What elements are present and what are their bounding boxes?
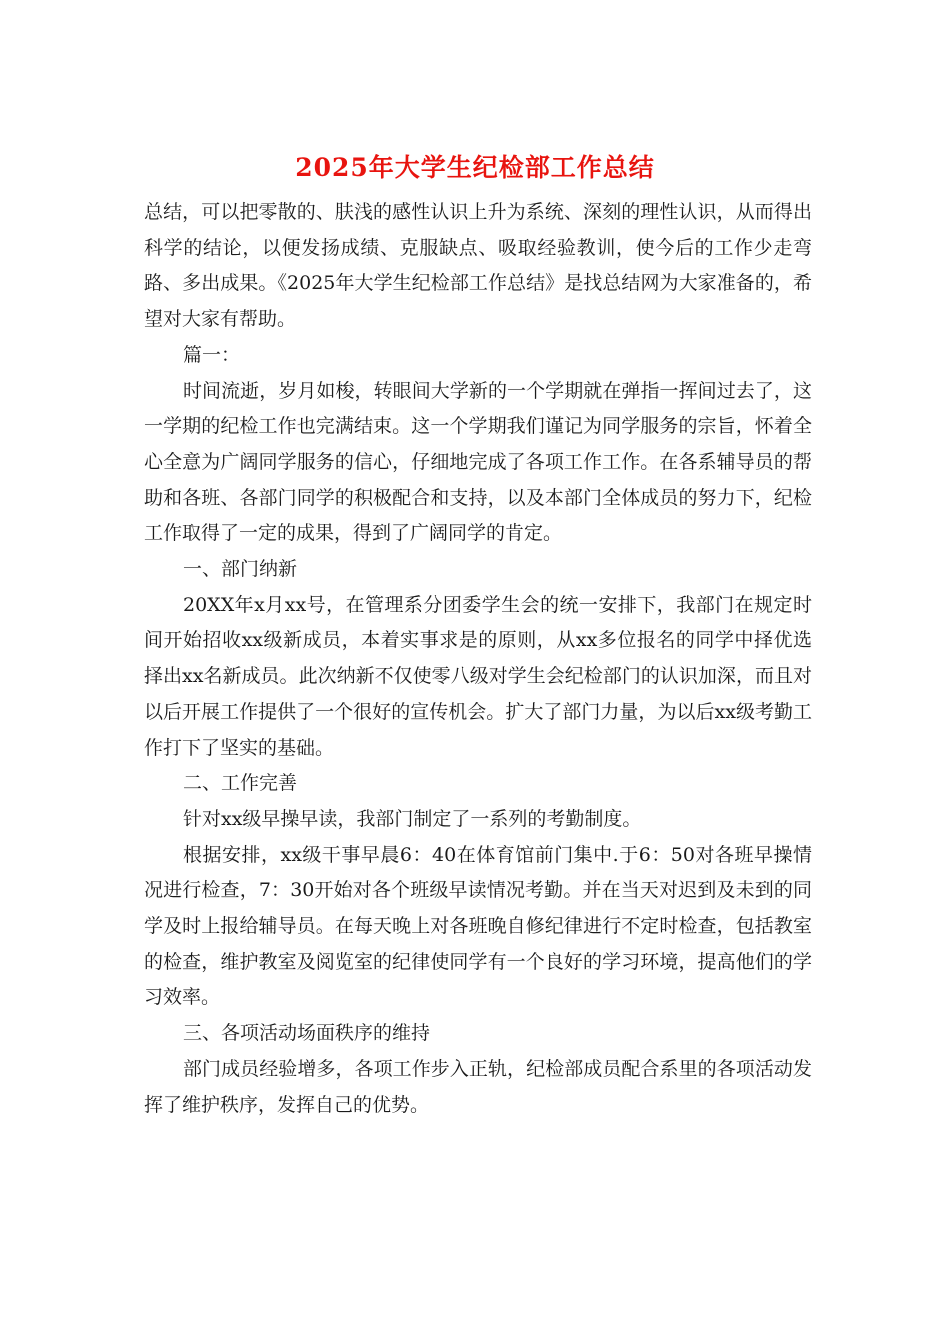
heading-order-maintenance: 三、各项活动场面秩序的维持 — [183, 1022, 431, 1045]
schedule-paragraph: 根据安排，xx级干事早晨6：40在体育馆前门集中.于6：50对各班早操情况进行检查，7：30开始对各个班级早读情况考勤。并在当天对迟到及未到的同学及时上报给辅导员。在每天晚上对各班晚自修纪律进行不定时检查，包括教室的检查，维护教室及阅览室的纪律使同学有一个良好的学习环境，提高他们的学习效率。 — [144, 843, 812, 1009]
section-label-part-one: 篇一： — [183, 343, 241, 366]
heading-work-improvement: 二、工作完善 — [183, 772, 298, 795]
document-title: 2025年大学生纪检部工作总结 — [295, 153, 655, 182]
document-body — [144, 195, 812, 1123]
heading-recruitment: 一、部门纳新 — [183, 558, 298, 581]
recruitment-paragraph: 20XX年x月xx号，在管理系分团委学生会的统一安排下，我部门在规定时间开始招收xx级新成员，本着实事求是的原则，从xx多位报名的同学中择优选择出xx名新成员。此次纳新不仅使零八级对学生会纪检部门的认识加深，而且对以后开展工作提供了一个很好的宣传机会。扩大了部门力量，为以后xx级考勤工作打下了坚实的基础。 — [144, 593, 812, 759]
intro-paragraph: 总结，可以把零散的、肤浅的感性认识上升为系统、深刻的理性认识，从而得出科学的结论，以便发扬成绩、克服缺点、吸取经验教训，使今后的工作少走弯路、多出成果。《2025年大学生纪检部工作总结》是找总结网为大家准备的，希望对大家有帮助。 — [144, 201, 812, 331]
overview-paragraph: 时间流逝，岁月如梭，转眼间大学新的一个学期就在弹指一挥间过去了，这一学期的纪检工作也完满结束。这一个学期我们谨记为同学服务的宗旨，怀着全心全意为广阔同学服务的信心，仔细地完成了各项工作工作。在各系辅导员的帮助和各班、各部门同学的积极配合和支持，以及本部门全体成员的努力下，纪检工作取得了一定的成果，得到了广阔同学的肯定。 — [144, 379, 812, 545]
order-maintenance-paragraph: 部门成员经验增多，各项工作步入正轨，纪检部成员配合系里的各项活动发挥了维护秩序，发挥自己的优势。 — [144, 1057, 812, 1116]
attendance-rules-paragraph: 针对xx级早操早读，我部门制定了一系列的考勤制度。 — [183, 807, 642, 830]
